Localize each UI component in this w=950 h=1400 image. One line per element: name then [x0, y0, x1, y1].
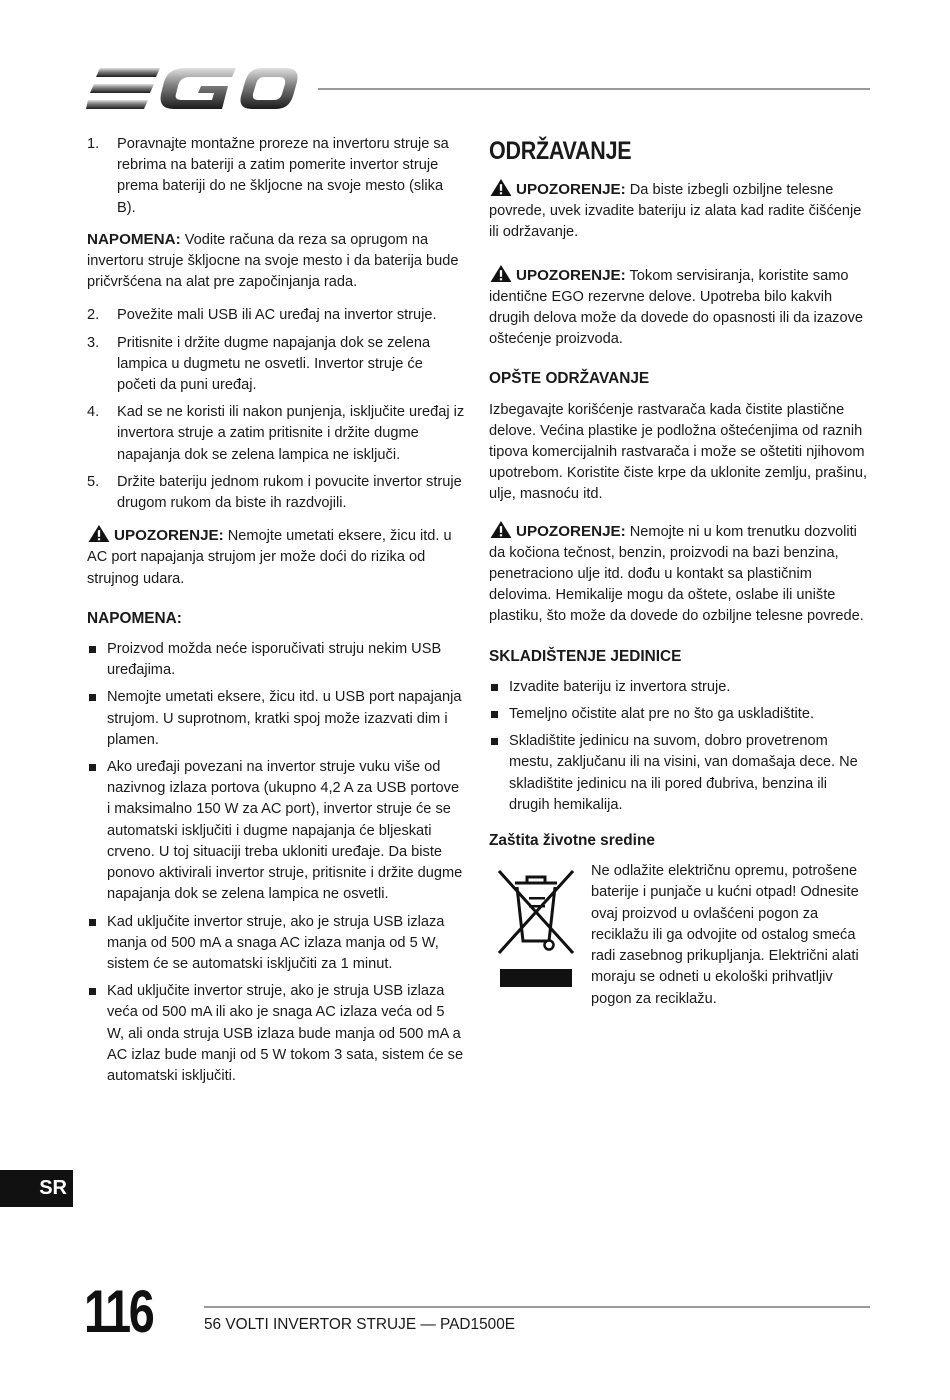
- list-item: [87, 402, 465, 466]
- warning-paragraph: [489, 264, 871, 351]
- environment-block: [489, 861, 871, 1011]
- list-item: [87, 333, 465, 397]
- warning-label: UPOZORENJE:: [516, 181, 626, 198]
- step-number: 4.: [87, 404, 100, 421]
- step-text: Držite bateriju jednom rukom i povucite invertor struje drugom rukom da biste ih razdvojili.: [117, 473, 462, 512]
- general-paragraph: Izbegavajte korišćenje rastvarača kada čistite plastične delove. Većina plastike je podložna oštećenjima od raznih tipova komercijalnih rastvarača i može se oštetiti njihovom upotrebom. Koristite čiste krpe da uklonite zemlju, prašinu, ulje, masnoću itd.: [489, 401, 867, 503]
- steps-list-a: [87, 134, 465, 219]
- subsection-heading: SKLADIŠTENJE JEDINICE: [489, 647, 682, 665]
- warning-triangle-icon: [489, 264, 513, 283]
- warning-label: UPOZORENJE:: [114, 527, 224, 545]
- warning-paragraph: [489, 520, 871, 628]
- note-paragraph: [87, 229, 465, 294]
- warning-triangle-icon: [489, 178, 513, 197]
- step-number: 1.: [87, 136, 100, 152]
- list-item: Kad uključite invertor struje, ako je struja USB izlaza manja od 500 mA a snaga AC izlaza manja od 5 W, sistem će se automatski isključiti za 1 minut.: [87, 912, 465, 976]
- step-text: Povežite mali USB ili AC uređaj na invertor struje.: [117, 307, 437, 324]
- warning-paragraph: [87, 524, 465, 590]
- note-text: Vodite računa da reza sa oprugom na invertoru struje škljocne na svoje mesto i da baterija bude pričvršćena na alat pre započinjanja rada.: [87, 231, 459, 291]
- list-item: Izvadite bateriju iz invertora struje.: [489, 677, 871, 698]
- warning-text: Nemojte umetati eksere, žicu itd. u AC port napajanja strujom jer može doći do rizika od strujnog udara.: [87, 528, 452, 587]
- list-item: Temeljno očistite alat pre no što ga uskladištite.: [489, 704, 871, 725]
- footer-title: 56 VOLTI INVERTOR STRUJE — PAD1500E: [204, 1316, 516, 1333]
- crossed-bin-icon: [495, 867, 577, 989]
- note-label: NAPOMENA:: [87, 230, 181, 248]
- step-text: Poravnajte montažne proreze na invertoru struje sa rebrima na bateriji a zatim pomerite invertor struje prema bateriji do ne škljocne na svoje mesto (slika B).: [117, 136, 449, 216]
- note-bullets: [87, 639, 465, 1087]
- footer-rule: [204, 1306, 870, 1308]
- list-item: Ako uređaji povezani na invertor struje vuku više od nazivnog izlaza portova (ukupno 4,2 A za USB portove i maksimalno 150 W za AC port), invertor struje će se automatski isključiti i dugme napajanja će bljeskati crveno. U toj situaciji treba ukloniti uređaje. Da biste ponovo aktivirali invertor struje, pritisnite i držite dugme napajanja dok se zelena lampica ne osvetli.: [87, 757, 465, 905]
- language-tab: SR: [0, 1170, 73, 1207]
- list-item: [87, 134, 465, 219]
- warning-text: Da biste izbegli ozbiljne telesne povrede, uvek izvadite bateriju iz alata kad radite čišćenje ili održavanje.: [489, 182, 862, 241]
- left-column: [87, 134, 465, 1097]
- right-column: [489, 134, 871, 1011]
- warning-text: Tokom servisiranja, koristite samo identične EGO rezervne delove. Upotreba bilo kakvih drugih delova može da dovede do opasnosti ili da izazove oštećenje proizvoda.: [489, 267, 864, 348]
- step-text: Pritisnite i držite dugme napajanja dok se zelena lampica u dugmetu ne osvetli. Invertor struje će početi da puni uređaj.: [117, 334, 431, 394]
- step-number: 2.: [87, 307, 100, 324]
- list-item: [87, 305, 465, 326]
- warning-triangle-icon: [87, 524, 111, 543]
- step-text: Kad se ne koristi ili nakon punjenja, isključite uređaj iz invertora struje a zatim pritisnite i držite dugme napajanja dok se zelena lampica ne isključi.: [117, 404, 465, 463]
- warning-label: UPOZORENJE:: [516, 522, 626, 540]
- note-heading: NAPOMENA:: [87, 609, 182, 627]
- subsection-heading: OPŠTE ODRŽAVANJE: [489, 370, 650, 388]
- list-item: Skladištite jedinicu na suvom, dobro provetrenom mestu, zaključanu ili na visini, van domašaja dece. Ne skladištite jedinicu na ili pored đubriva, benzina ili drugih hemikalija.: [489, 731, 871, 816]
- warning-label: UPOZORENJE:: [516, 266, 626, 284]
- list-item: Proizvod možda neće isporučivati struju nekim USB uređajima.: [87, 639, 465, 681]
- storage-bullets: [489, 677, 871, 816]
- steps-list-b: [87, 305, 465, 514]
- header-rule: [318, 88, 870, 90]
- warning-triangle-icon: [489, 520, 513, 539]
- ego-logo: [86, 64, 298, 114]
- environment-heading: Zaštita životne sredine: [489, 832, 655, 850]
- step-number: 3.: [87, 334, 100, 351]
- list-item: Kad uključite invertor struje, ako je struja USB izlaza veća od 500 mA ili ako je snaga AC izlaza veća od 5 W, ali onda struja USB izlaza bude manja od 500 mA a AC izlaz bude manji od 5 W tokom 3 sata, sistem će se automatski isključiti.: [87, 981, 465, 1087]
- warning-paragraph: [489, 178, 871, 244]
- list-item: [87, 472, 465, 514]
- step-number: 5.: [87, 473, 100, 490]
- list-item: Nemojte umetati eksere, žicu itd. u USB port napajanja strujom. U suprotnom, kratki spoj može izazvati dim i plamen.: [87, 687, 465, 751]
- section-heading: ODRŽAVANJE: [489, 137, 632, 165]
- page-number: 116: [84, 1278, 153, 1345]
- warning-text: Nemojte ni u kom trenutku dozvoliti da kočiona tečnost, benzin, proizvodi na bazi benzina, penetraciono ulje itd. dođu u kontakt sa plastičnim delovima. Hemikalije mogu da oštete, oslabe ili unište plastiku, što može da dovede do ozbiljne telesne povrede.: [489, 523, 864, 625]
- environment-text: Ne odlažite električnu opremu, potrošene baterije i punjače u kućni otpad! Odnesite ovaj proizvod u ovlašćeni pogon za reciklažu ili ga odvojite od ostalog smeća radi zasebnog prikupljanja. Električni alati moraju se odneti u ekološki prihvatljiv pogon za reciklažu.: [591, 863, 859, 1007]
